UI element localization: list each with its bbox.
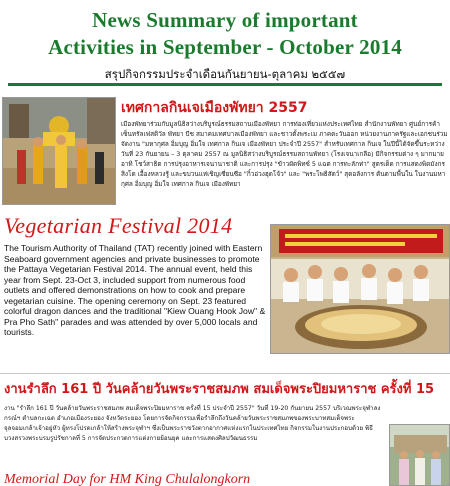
festival-photo <box>270 224 450 354</box>
vegetarian-festival-body: The Tourism Authority of Thailand (TAT) recently joined with Eastern Seaboard government agencies and private businesses to promote the Pattaya Vegetarian Festival 2014. The annual event, held this year from Sept. 23-Oct 3, included support from numerous food outlets and offered demonstrations on how to cook and prepare vegetarian cuisine. The opening ceremony on Sept. 23 featured colorful dragon dances and the traditional "Kiew Ouang Hook Jow" & Pra Pho Sath" parades and was attended by over 5,000 locals and tourists. <box>4 243 266 337</box>
section-divider <box>0 373 450 374</box>
memorial-thai-heading: งานรำลึก 161 ปี วันคล้ายวันพระราชสมภพ สมเด็จพระปิยมหาราช ครั้งที่ 15 <box>4 382 435 397</box>
memorial-thai-body: งาน "รำลึก 161 ปี วันคล้ายวันพระราชสมภพ สมเด็จพระปิยมหาราช ครั้งที่ 15 ประจำปี 2557" วันที่ 19-20 กันยายน 2557 บริเวณพระจุฬาลงกรณ์ฯ ตำบลกะเฉด อำเภอเมืองระยอง จังหวัดระยอง โดยการจัดกิจกรรมเพื่อรำลึกถึงวันคล้ายวันพระราชสมภพของพระบาทสมเด็จพระจุลจอมเกล้าเจ้าอยู่หัว ผู้ทรงโปรดเกล้าให้สร้างพระจุฬาฯ ซึ่งเป็นพระราชวังตากอากาศแห่งแรกในประเทศไทย กิจกรรมในงานประกอบด้วย พิธีบวงสรวงพระบรมรูปรัชกาลที่ 5 การจัดประกวดการแต่งกายย้อนยุค และการแสดงศิลปวัฒนธรรม <box>4 405 381 442</box>
page-title-line-2: Activities in September - October 2014 <box>48 35 402 59</box>
memorial-photo <box>389 424 450 486</box>
section1-heading: เทศกาลกินเจเมืองพัทยา 2557 <box>121 100 308 116</box>
masthead <box>0 0 450 96</box>
section1-body: เมืองพัทยาร่วมกับมูลนิธิสว่างบริบูรณ์ธรรมสถานเมืองพัทยา การท่องเที่ยวแห่งประเทศไทย สำนักงานพัทยา ศูนย์การค้าเซ็นทรัลเฟสติวัล พัทยา บีช สมาคมเทศบาลเมืองพัทยา และชาวตั้งพระเม ภาคตะวันออก หน่วยงานภาครัฐและเอกชนร่วมจัดงาน "มหากุศล อิ่มบุญ อิ่มใจ เทศกาล กินเจ เมืองพัทยา ประจำปี 2557" สำหรับเทศกาล กินเจ ในปีนี้ได้จัดขึ้นระหว่างวันที่ 23 กันยายน – 3 ตุลาคม 2557 ณ มูลนิธิสว่างบริบูรณ์ธรรมสถานพัทยา (โรงเจนาเกลือ) มีกิจกรรมต่าง ๆ มากมาย อาทิ โชว์สาธิต การปรุงอาหารเจนานาชาติ และการปรุง "ข้าวผัดพิทซ์ 5 แฉต การทะลักท่า" สูตรเด็ด การแสดงพิดมังกร สิงโต เอื้องหลวงรู้ และขบวนแห่เชิญเซี่ยนซือ "กิ๋วอ่วงฮุดโจ้ว" และ "พระโพธิสัตว์" สุดอลังการ ต้นตามพื้นใน ในงานมหากุศล อิ่มบุญ อิ่มใจ เทศกาล กินเจ เมืองพัทยา <box>121 120 448 188</box>
next-article-heading: Memorial Day for HM King Chulalongkorn <box>4 472 251 486</box>
parade-photo <box>2 97 116 205</box>
vegetarian-festival-heading: Vegetarian Festival 2014 <box>4 213 233 238</box>
page-title-line-1: News Summary of important <box>92 8 358 32</box>
thai-subtitle-banner: สรุปกิจกรรมประจำเดือนกันยายน-ตุลาคม ๒๕๕๗ <box>8 66 442 86</box>
